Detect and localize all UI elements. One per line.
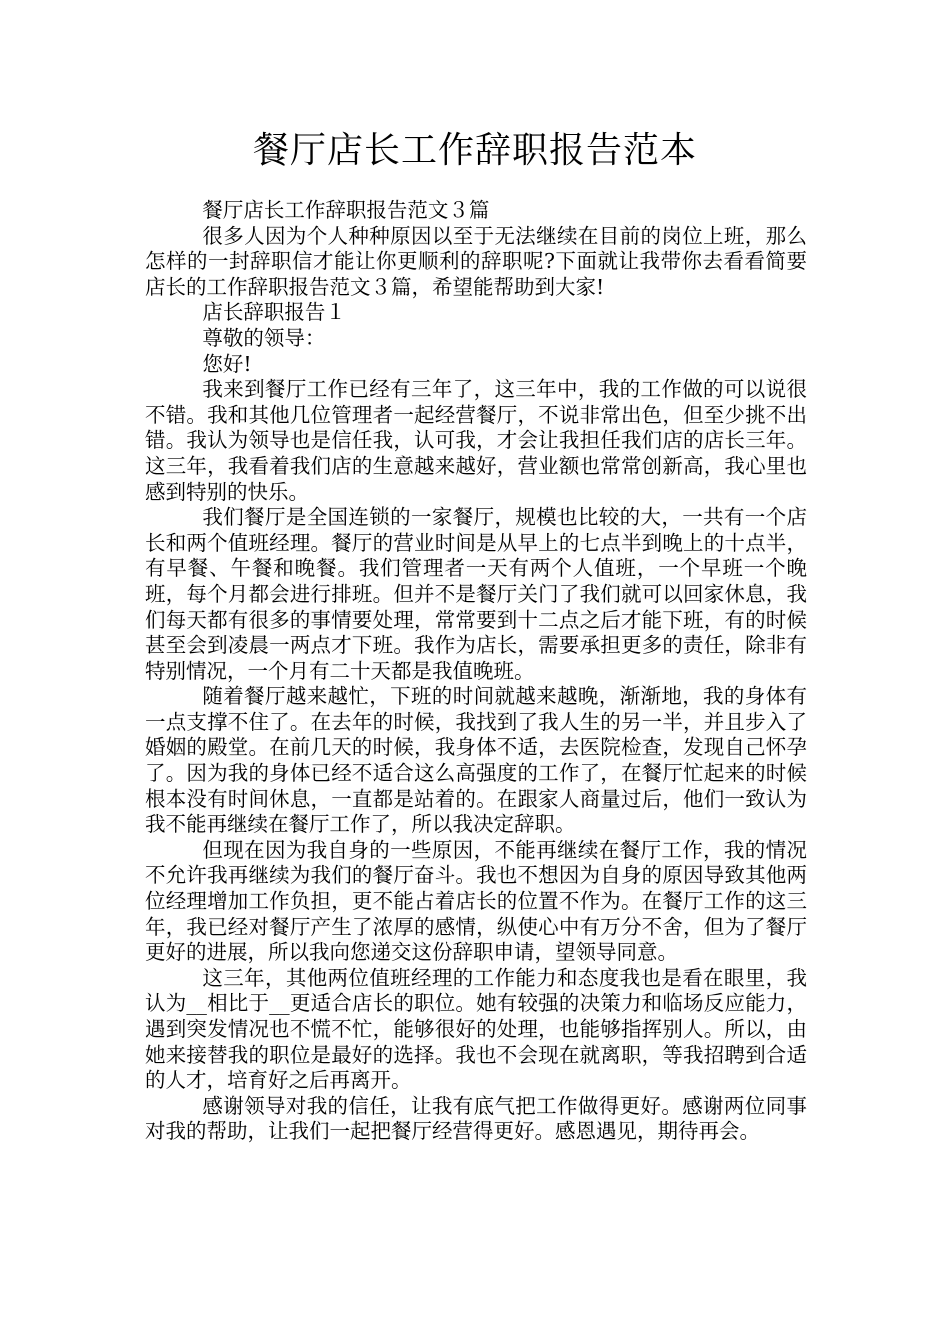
body-paragraph: 我们餐厅是全国连锁的一家餐厅，规模也比较的大，一共有一个店长和两个值班经理。餐厅的营业时间是从早上的七点半到晚上的十点半，有早餐、午餐和晚餐。我们管理者一天有两个人值班，一个早班一个晚班，每个月都会进行排班。但并不是餐厅关门了我们就可以回家休息，我们每天都有很多的事情要处理，常常要到十二点之后才能下班，有的时候甚至会到凌晨一两点才下班。我作为店长，需要承担更多的责任，除非有特别情况，一个月有二十天都是我值晚班。 [145, 505, 807, 683]
subtitle-paragraph: 餐厅店长工作辞职报告范文３篇 [202, 198, 490, 222]
section-heading: 店长辞职报告１ [202, 300, 346, 325]
body-paragraph: 我来到餐厅工作已经有三年了，这三年中，我的工作做的可以说很不错。我和其他几位管理者一起经营餐厅，不说非常出色，但至少挑不出错。我认为领导也是信任我，认可我，才会让我担任我们店的店长三年。这三年，我看着我们店的生意越来越好，营业额也常常创新高，我心里也感到特别的快乐。 [145, 377, 807, 504]
body-paragraph: 但现在因为我自身的一些原因，不能再继续在餐厅工作，我的情况不允许我再继续为我们的餐厅奋斗。我也不想因为自身的原因导致其他两位经理增加工作负担，更不能占着店长的位置不作为。在餐厅工作的这三年，我已经对餐厅产生了浓厚的感情，纵使心中有万分不舍，但为了餐厅更好的进展，所以我向您递交这份辞职申请，望领导同意。 [145, 837, 807, 965]
document-title: 餐厅店长工作辞职报告范本 [252, 130, 697, 171]
salutation: 尊敬的领导： [202, 325, 326, 350]
closing-paragraph: 感谢领导对我的信任，让我有底气把工作做得更好。感谢两位同事对我的帮助，让我们一起把餐厅经营得更好。感恩遇见，期待再会。 [145, 1093, 807, 1144]
document-body [145, 198, 807, 1145]
intro-paragraph: 很多人因为个人种种原因以至于无法继续在目前的岗位上班，那么怎样的一封辞职信才能让你更顺利的辞职呢?下面就让我带你去看看简要店长的工作辞职报告范文３篇，希望能帮助到大家! [145, 223, 807, 299]
greeting: 您好! [202, 351, 252, 376]
body-paragraph: 随着餐厅越来越忙，下班的时间就越来越晚，渐渐地，我的身体有一点支撑不住了。在去年的时候，我找到了我人生的另一半，并且步入了婚姻的殿堂。在前几天的时候，我身体不适，去医院检查，发现自己怀孕了。因为我的身体已经不适合这么高强度的工作了，在餐厅忙起来的时候根本没有时间休息，一直都是站着的。在跟家人商量过后，他们一致认为我不能再继续在餐厅工作了，所以我决定辞职。 [145, 684, 807, 837]
body-paragraph: 这三年，其他两位值班经理的工作能力和态度我也是看在眼里，我认为__相比于__更适合店长的职位。她有较强的决策力和临场反应能力，遇到突发情况也不慌不忙，能够很好的处理，也能够指挥别人。所以，由她来接替我的职位是最好的选择。我也不会现在就离职，等我招聘到合适的人才，培育好之后再离开。 [145, 965, 807, 1093]
